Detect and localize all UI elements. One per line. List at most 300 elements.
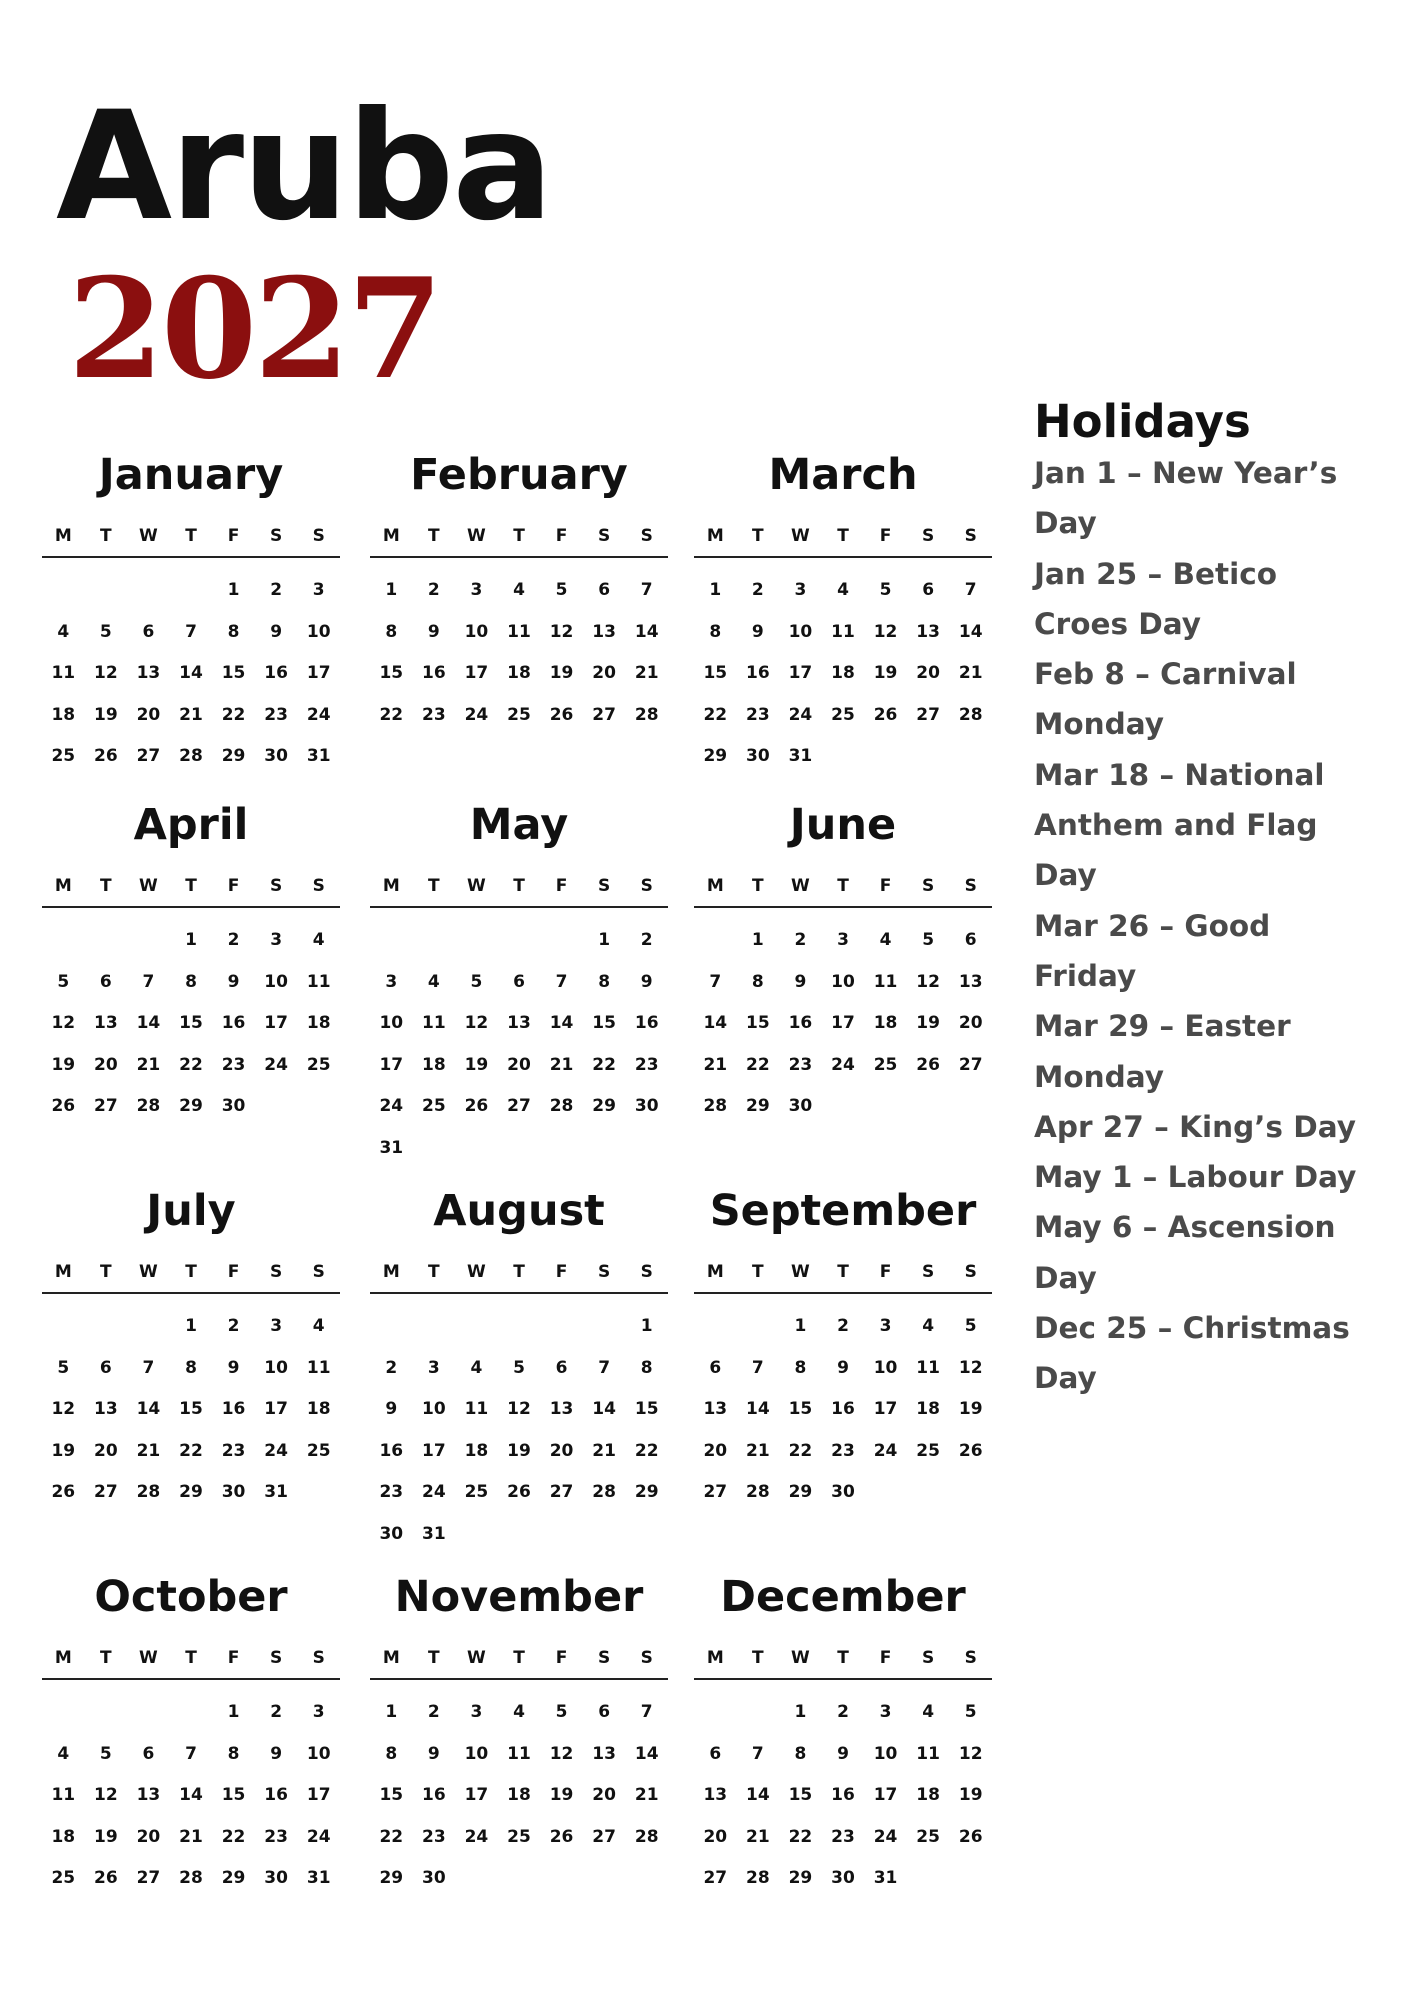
day-cell: 26 [94,746,118,766]
day-cell: 22 [788,1826,813,1847]
day-cell: 19 [464,1054,489,1075]
weekday-label: T [185,526,197,546]
weekday-label: M [382,876,400,896]
weekday-label: M [54,1262,72,1282]
day-cell: 3 [879,1316,892,1336]
holiday-line: Dec 25 – Christmas [1034,1311,1350,1346]
weekday-header [370,876,668,908]
empty-day-cell [85,1692,128,1734]
day-cell: 6 [99,971,112,992]
day-cell: 29 [379,1868,404,1888]
day-cell: 24 [464,704,489,725]
day-cell: 15 [221,1785,246,1805]
holiday-line: Friday [1034,958,1137,993]
month-name: September [709,1186,977,1236]
day-cell: 22 [221,704,246,725]
day-cell: 24 [306,704,331,725]
day-cell: 12 [916,971,940,992]
day-cell: 27 [94,1482,118,1502]
month-june [694,800,992,1128]
day-cell: 13 [703,1785,728,1805]
day-cell: 30 [788,1096,813,1116]
days-grid [42,558,340,778]
day-cell: 6 [142,1743,155,1764]
day-cell: 28 [746,1482,770,1502]
day-cell: 29 [703,746,728,766]
day-cell: 23 [379,1482,404,1502]
day-cell: 7 [640,1702,653,1722]
day-cell: 13 [136,663,161,683]
month-may [370,800,668,1169]
weekday-label: S [922,1648,935,1668]
day-cell: 18 [916,1785,940,1805]
day-cell: 11 [831,621,855,642]
day-cell: 29 [788,1868,813,1888]
weekday-label: S [312,876,325,896]
day-cell: 11 [916,1357,940,1378]
day-cell: 9 [227,971,240,992]
empty-day-cell [370,1306,413,1348]
day-cell: 16 [746,663,770,683]
days-grid [370,1680,668,1900]
day-cell: 9 [270,621,283,642]
day-cell: 24 [831,1054,855,1075]
month-february [370,450,668,736]
day-cell: 10 [873,1357,898,1378]
day-cell: 16 [788,1013,813,1033]
day-cell: 30 [422,1868,446,1888]
day-cell: 14 [549,1013,574,1033]
holiday-line: Anthem and Flag [1034,808,1318,843]
empty-day-cell [455,920,498,962]
day-cell: 27 [94,1096,118,1116]
day-cell: 16 [264,663,288,683]
month-name: November [394,1572,644,1622]
day-cell: 13 [958,971,983,992]
weekday-label: W [467,526,486,546]
day-cell: 2 [227,930,240,950]
day-cell: 17 [873,1785,898,1805]
weekday-label: T [185,1648,197,1668]
day-cell: 21 [746,1440,770,1461]
weekday-label: S [598,1648,611,1668]
day-cell: 8 [185,971,197,992]
empty-day-cell [540,1306,583,1348]
days-grid [694,558,992,778]
day-cell: 12 [549,621,574,642]
day-cell: 26 [464,1096,489,1116]
empty-day-cell [737,1306,780,1348]
weekday-label: F [227,876,240,896]
day-cell: 14 [179,663,203,683]
day-cell: 26 [51,1096,76,1116]
days-grid [694,908,992,1128]
holiday-line: Mar 26 – Good [1034,908,1271,943]
weekday-label: S [640,1648,653,1668]
day-cell: 10 [873,1743,898,1764]
day-cell: 3 [470,580,483,600]
day-cell: 6 [922,580,935,600]
day-cell: 26 [958,1826,983,1847]
day-cell: 11 [51,663,76,683]
days-grid [694,1680,992,1900]
day-cell: 3 [879,1702,892,1722]
empty-day-cell [413,1306,456,1348]
day-cell: 24 [306,1826,331,1847]
day-cell: 25 [51,746,76,766]
day-cell: 25 [51,1868,76,1888]
day-cell: 11 [916,1743,940,1764]
day-cell: 28 [634,704,659,725]
weekday-label: W [791,1648,810,1668]
day-cell: 25 [507,704,531,725]
day-cell: 4 [513,580,525,600]
month-october [42,1572,340,1900]
day-cell: 21 [549,1054,574,1075]
day-cell: 2 [794,930,807,950]
empty-day-cell [540,920,583,962]
day-cell: 28 [703,1096,728,1116]
weekday-label: T [100,1648,112,1668]
day-cell: 2 [227,1316,240,1336]
day-cell: 4 [922,1316,935,1336]
empty-day-cell [498,920,541,962]
day-cell: 11 [422,1013,446,1033]
day-cell: 3 [385,971,398,992]
day-cell: 27 [136,746,161,766]
day-cell: 22 [221,1826,246,1847]
day-cell: 24 [873,1440,898,1461]
day-cell: 15 [379,1785,404,1805]
day-cell: 20 [549,1440,574,1461]
day-cell: 20 [592,663,616,683]
day-cell: 19 [51,1054,76,1075]
day-cell: 5 [922,930,935,950]
day-cell: 11 [306,971,331,992]
month-name: August [433,1186,605,1236]
day-cell: 21 [136,1054,161,1075]
day-cell: 8 [385,621,398,642]
day-cell: 7 [185,1743,197,1764]
day-cell: 1 [598,930,611,950]
days-grid [42,1294,340,1514]
weekday-label: S [922,1262,935,1282]
day-cell: 13 [94,1013,118,1033]
day-cell: 19 [958,1785,983,1805]
day-cell: 3 [427,1357,440,1378]
day-cell: 26 [916,1054,940,1075]
day-cell: 18 [464,1440,489,1461]
day-cell: 17 [422,1440,446,1461]
day-cell: 22 [179,1054,203,1075]
month-december [694,1572,992,1900]
day-cell: 16 [422,1785,446,1805]
weekday-label: M [706,526,724,546]
day-cell: 28 [592,1482,616,1502]
day-cell: 25 [831,704,855,725]
day-cell: 1 [185,930,197,950]
day-cell: 9 [427,1743,440,1764]
day-cell: 20 [94,1440,118,1461]
empty-day-cell [694,920,737,962]
day-cell: 11 [507,1743,531,1764]
holidays-heading: Holidays [1034,395,1251,448]
days-grid [370,558,668,736]
empty-day-cell [455,1306,498,1348]
day-cell: 15 [179,1013,203,1033]
days-grid [370,908,668,1169]
day-cell: 6 [513,971,525,992]
day-cell: 6 [598,580,611,600]
empty-day-cell [694,1692,737,1734]
day-cell: 31 [788,746,813,766]
day-cell: 8 [227,621,240,642]
holiday-list [1034,448,1394,1404]
weekday-label: F [555,526,568,546]
day-cell: 8 [794,1743,807,1764]
weekday-label: T [513,526,525,546]
day-cell: 29 [788,1482,813,1502]
day-cell: 14 [746,1785,770,1805]
holiday-line: Monday [1034,707,1164,742]
day-cell: 7 [751,1743,764,1764]
day-cell: 23 [221,1054,246,1075]
day-cell: 30 [634,1096,659,1116]
day-cell: 25 [422,1096,446,1116]
day-cell: 24 [379,1096,404,1116]
weekday-header [694,876,992,908]
day-cell: 18 [51,1826,76,1847]
weekday-label: T [185,876,197,896]
empty-day-cell [127,570,170,612]
holiday-line: Feb 8 – Carnival [1034,657,1297,692]
weekday-label: F [227,526,240,546]
day-cell: 15 [379,663,404,683]
weekday-label: F [879,1262,892,1282]
calendar-year: 2027 [68,247,441,410]
day-cell: 18 [916,1399,940,1419]
day-cell: 30 [221,1096,246,1116]
weekday-label: S [270,526,283,546]
weekday-label: S [312,1648,325,1668]
day-cell: 4 [837,580,849,600]
weekday-label: T [513,1262,525,1282]
day-cell: 4 [879,930,892,950]
weekday-label: M [382,526,400,546]
day-cell: 4 [513,1702,525,1722]
day-cell: 12 [51,1399,76,1419]
day-cell: 29 [179,1482,203,1502]
day-cell: 21 [136,1440,161,1461]
day-cell: 9 [640,971,653,992]
day-cell: 15 [221,663,246,683]
day-cell: 27 [916,704,940,725]
weekday-label: F [879,526,892,546]
day-cell: 10 [306,1743,331,1764]
day-cell: 10 [306,621,331,642]
month-name: January [98,450,284,500]
day-cell: 12 [51,1013,76,1033]
day-cell: 6 [555,1357,568,1378]
day-cell: 13 [592,621,616,642]
day-cell: 5 [555,1702,568,1722]
day-cell: 9 [794,971,807,992]
day-cell: 8 [598,971,611,992]
day-cell: 7 [555,971,568,992]
empty-day-cell [583,1306,626,1348]
days-grid [42,1680,340,1900]
weekday-label: S [312,1262,325,1282]
weekday-label: F [879,1648,892,1668]
day-cell: 8 [751,971,764,992]
weekday-header [370,1262,668,1294]
day-cell: 15 [788,1785,813,1805]
day-cell: 25 [306,1440,331,1461]
weekday-label: T [752,1648,764,1668]
day-cell: 13 [916,621,940,642]
holiday-line: May 6 – Ascension [1034,1210,1336,1245]
day-cell: 14 [958,621,983,642]
holiday-line: Day [1034,1260,1097,1295]
day-cell: 20 [958,1013,983,1033]
empty-day-cell [498,1306,541,1348]
day-cell: 1 [794,1316,807,1336]
day-cell: 16 [634,1013,659,1033]
weekday-label: S [922,526,935,546]
day-cell: 11 [51,1785,76,1805]
day-cell: 25 [916,1826,940,1847]
empty-day-cell [42,1692,85,1734]
empty-day-cell [42,570,85,612]
weekday-label: F [227,1648,240,1668]
weekday-label: T [100,876,112,896]
day-cell: 24 [788,704,813,725]
day-cell: 5 [99,1743,112,1764]
day-cell: 19 [916,1013,940,1033]
day-cell: 23 [831,1440,855,1461]
holiday-line: Mar 29 – Easter [1034,1009,1291,1044]
day-cell: 3 [312,580,325,600]
day-cell: 9 [427,621,440,642]
days-grid [370,1294,668,1555]
day-cell: 23 [746,704,770,725]
day-cell: 13 [549,1399,574,1419]
empty-day-cell [370,920,413,962]
day-cell: 5 [57,971,70,992]
day-cell: 4 [57,1743,70,1764]
day-cell: 20 [916,663,940,683]
day-cell: 1 [227,580,240,600]
empty-day-cell [170,1692,213,1734]
empty-day-cell [85,920,128,962]
day-cell: 12 [958,1357,983,1378]
day-cell: 28 [634,1826,659,1847]
weekday-label: W [139,1648,158,1668]
holiday-line: Jan 1 – New Year’s [1034,456,1338,490]
day-cell: 7 [185,621,197,642]
day-cell: 25 [916,1440,940,1461]
day-cell: 19 [549,1785,574,1805]
weekday-label: W [791,1262,810,1282]
day-cell: 26 [549,1826,574,1847]
weekday-label: S [964,1648,977,1668]
holiday-line: Day [1034,1361,1097,1396]
day-cell: 2 [270,1702,283,1722]
month-march [694,450,992,778]
day-cell: 19 [94,704,118,725]
weekday-label: M [706,1648,724,1668]
day-cell: 6 [709,1743,722,1764]
month-name: October [94,1572,288,1622]
weekday-label: M [706,876,724,896]
weekday-label: T [428,526,440,546]
day-cell: 27 [507,1096,531,1116]
day-cell: 28 [136,1096,161,1116]
holiday-line: Mar 18 – National [1034,757,1325,792]
day-cell: 9 [837,1743,849,1764]
day-cell: 2 [427,580,440,600]
day-cell: 26 [51,1482,76,1502]
day-cell: 30 [831,1482,855,1502]
day-cell: 18 [507,663,531,683]
weekday-label: W [791,876,810,896]
day-cell: 12 [94,663,118,683]
day-cell: 12 [464,1013,489,1033]
weekday-label: T [837,1648,849,1668]
day-cell: 20 [592,1785,616,1805]
weekday-label: T [428,1648,440,1668]
day-cell: 23 [634,1054,659,1075]
day-cell: 4 [312,930,325,950]
day-cell: 1 [751,930,764,950]
weekday-label: S [922,876,935,896]
weekday-label: T [185,1262,197,1282]
day-cell: 17 [464,1785,489,1805]
day-cell: 16 [379,1440,404,1461]
day-cell: 28 [179,746,203,766]
day-cell: 7 [640,580,653,600]
day-cell: 1 [794,1702,807,1722]
day-cell: 6 [598,1702,611,1722]
weekday-label: F [227,1262,240,1282]
weekday-label: T [100,1262,112,1282]
calendar-title: Aruba [56,80,552,254]
day-cell: 18 [507,1785,531,1805]
day-cell: 10 [464,1743,489,1764]
holiday-line: Day [1034,506,1097,541]
day-cell: 21 [703,1054,728,1075]
day-cell: 11 [306,1357,331,1378]
day-cell: 23 [422,1826,446,1847]
day-cell: 20 [136,1826,161,1847]
weekday-header [370,1648,668,1680]
weekday-label: T [752,526,764,546]
weekday-label: S [598,1262,611,1282]
day-cell: 24 [264,1440,288,1461]
day-cell: 22 [788,1440,813,1461]
day-cell: 6 [142,621,155,642]
day-cell: 5 [964,1316,977,1336]
day-cell: 13 [703,1399,728,1419]
day-cell: 4 [312,1316,325,1336]
day-cell: 13 [507,1013,531,1033]
weekday-label: T [513,1648,525,1668]
day-cell: 31 [306,746,331,766]
day-cell: 12 [549,1743,574,1764]
weekday-label: W [791,526,810,546]
day-cell: 8 [227,1743,240,1764]
day-cell: 14 [703,1013,728,1033]
